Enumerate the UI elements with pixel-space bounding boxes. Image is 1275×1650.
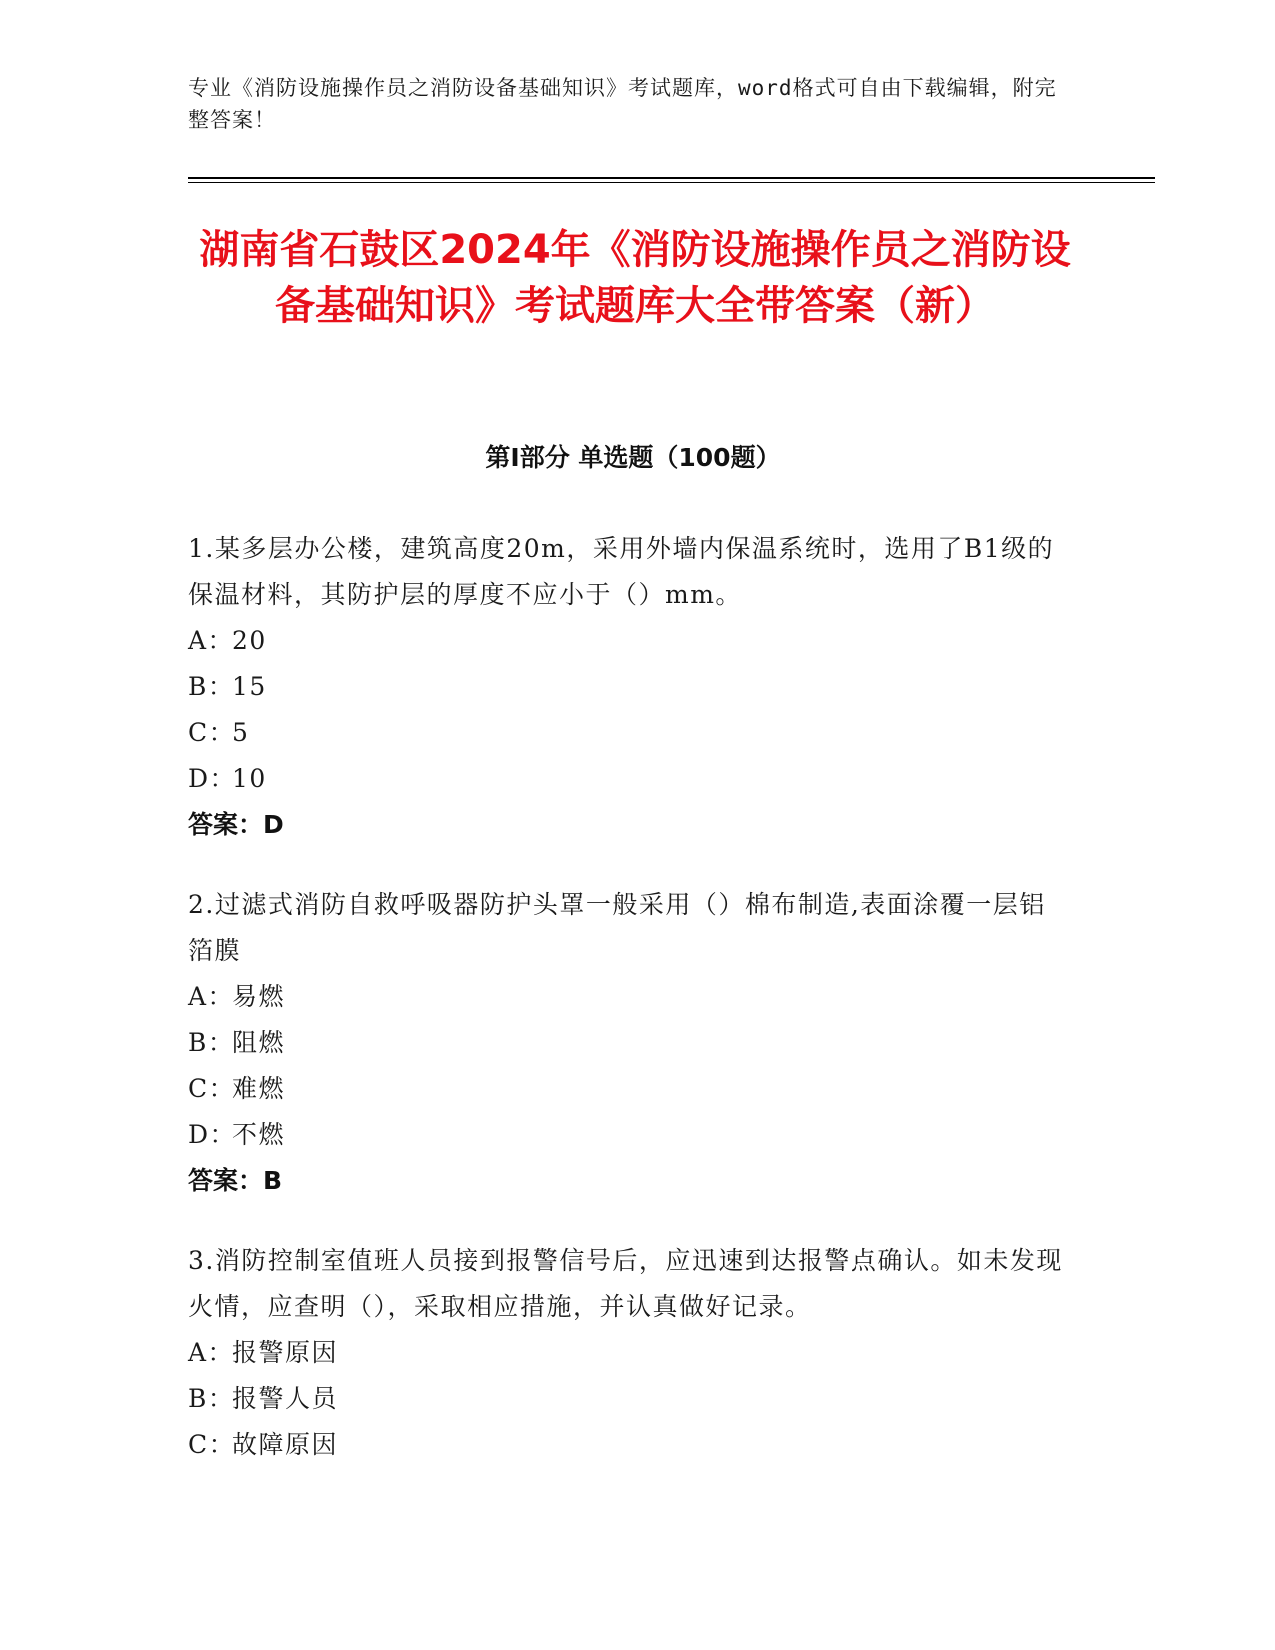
document-title: 湖南省石鼓区2024年《消防设施操作员之消防设备基础知识》考试题库大全带答案（新） [199, 227, 1071, 329]
question-stem: 1.某多层办公楼，建筑高度20m，采用外墙内保温系统时，选用了B1级的保温材料，其防护层的厚度不应小于（）mm。 [188, 534, 1055, 609]
option-letter: B： [188, 1028, 235, 1057]
option-letter: A： [188, 982, 235, 1011]
option-letter: D： [188, 764, 237, 793]
option-letter: C： [188, 718, 236, 747]
header-note: 专业《消防设施操作员之消防设备基础知识》考试题库，word格式可自由下载编辑，附完整答案！ [188, 76, 1057, 132]
option-text: 不燃 [232, 1120, 286, 1149]
option-text: 报警原因 [232, 1338, 339, 1367]
option-letter: B： [188, 1384, 235, 1413]
question-stem: 2.过滤式消防自救呼吸器防护头罩一般采用（）棉布制造,表面涂覆一层铝箔膜 [188, 890, 1046, 965]
option-text: 难燃 [232, 1074, 286, 1103]
option-text: 15 [232, 672, 267, 701]
option-d [188, 756, 1068, 802]
header-rule-thick [188, 177, 1155, 179]
question-list [188, 526, 1068, 1502]
option-b [188, 664, 1068, 710]
option-b [188, 1020, 1068, 1066]
option-text: 5 [232, 718, 250, 747]
option-letter: B： [188, 672, 235, 701]
option-c [188, 710, 1068, 756]
option-letter: C： [188, 1430, 236, 1459]
option-text: 10 [232, 764, 267, 793]
option-text: 易燃 [232, 982, 286, 1011]
option-text: 故障原因 [232, 1430, 339, 1459]
option-a [188, 1330, 1068, 1376]
option-b [188, 1376, 1068, 1422]
answer: 答案：B [188, 1166, 283, 1195]
option-letter: C： [188, 1074, 236, 1103]
option-text: 20 [232, 626, 267, 655]
question-3 [188, 1238, 1068, 1468]
option-letter: A： [188, 626, 235, 655]
option-a [188, 974, 1068, 1020]
section-title: 第I部分 单选题（100题） [485, 443, 781, 472]
question-2 [188, 882, 1068, 1204]
question-1 [188, 526, 1068, 848]
option-c [188, 1066, 1068, 1112]
option-a [188, 618, 1068, 664]
option-text: 阻燃 [232, 1028, 286, 1057]
header-rule-thin [188, 182, 1155, 183]
option-letter: D： [188, 1120, 237, 1149]
option-c [188, 1422, 1068, 1468]
option-letter: A： [188, 1338, 235, 1367]
question-stem: 3.消防控制室值班人员接到报警信号后，应迅速到达报警点确认。如未发现火情，应查明（），采取相应措施，并认真做好记录。 [188, 1246, 1063, 1321]
answer: 答案：D [188, 810, 284, 839]
option-d [188, 1112, 1068, 1158]
option-text: 报警人员 [232, 1384, 339, 1413]
